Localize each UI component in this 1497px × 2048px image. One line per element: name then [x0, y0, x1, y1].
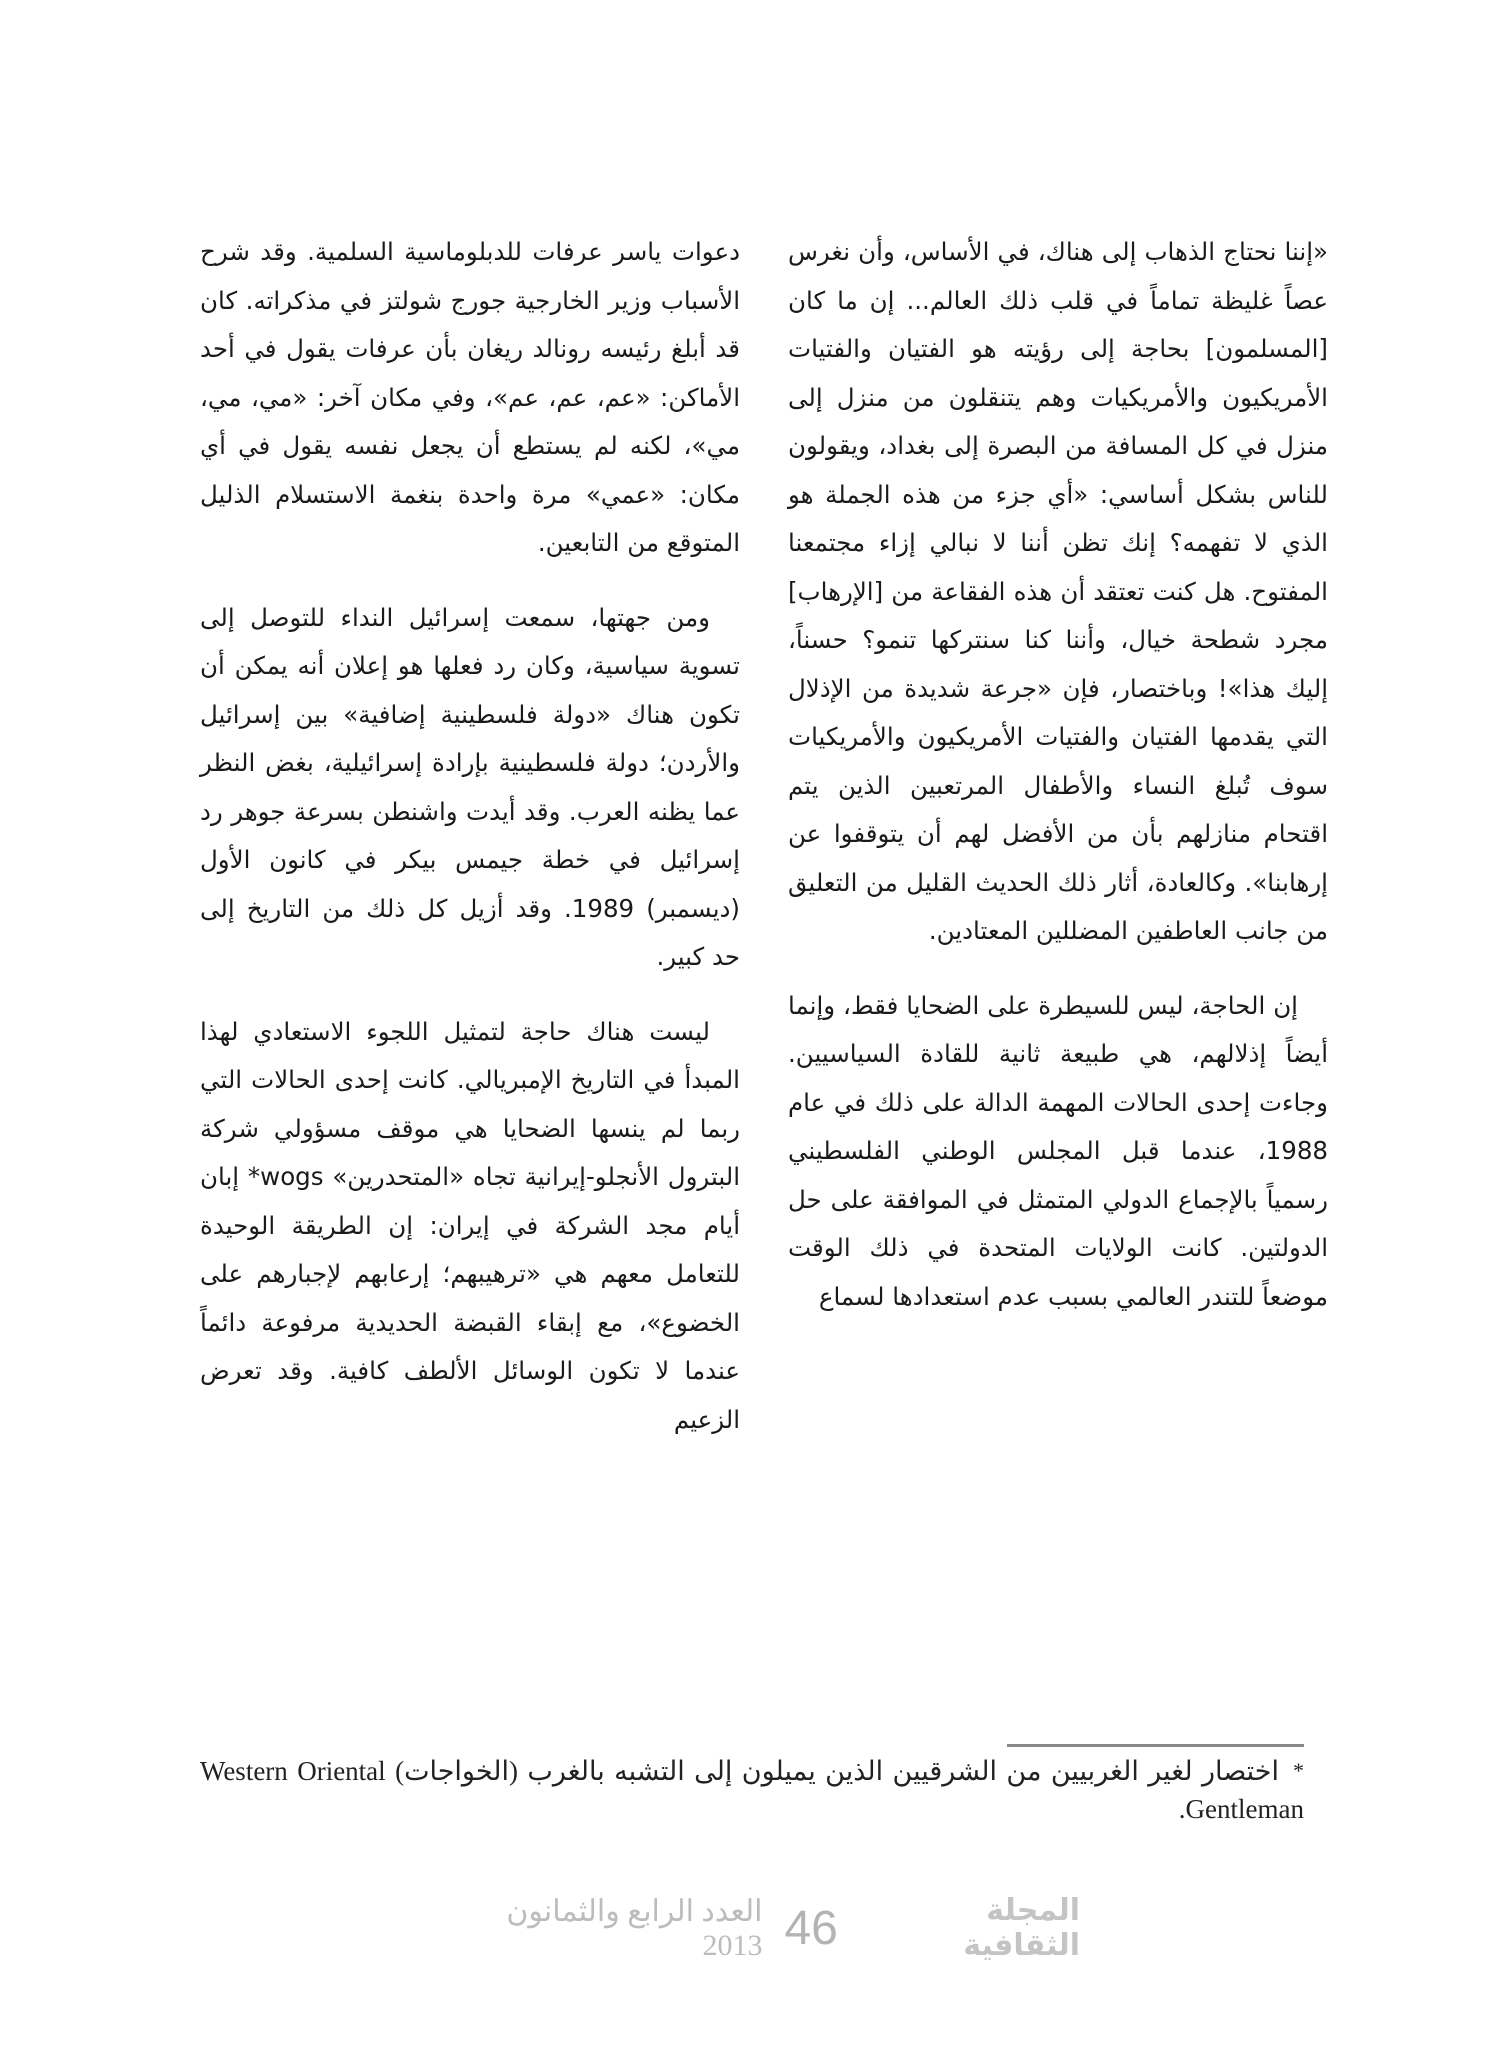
footnote: [200, 1752, 1304, 1828]
page-footer: [440, 1893, 1080, 1963]
paragraph: ليست هناك حاجة لتمثيل اللجوء الاستعادي لهذا المبدأ في التاريخ الإمبريالي. كانت إحدى الحالات التي ربما لم ينسها الضحايا هي موقف مسؤولي شركة البترول الأنجلو-إيرانية تجاه «المتحدرين» wogs* إبان أيام مجد الشركة في إيران: إن الطريقة الوحيدة للتعامل معهم هي «ترهيبهم؛ إرعابهم لإجبارهم على الخضوع»، مع إبقاء القبضة الحديدية مرفوعة دائماً عندما لا تكون الوسائل الألطف كافية. وقد تعرض الزعيم: [200, 1016, 740, 1434]
footnote-mark: *: [1293, 1758, 1304, 1783]
footnote-divider: [1007, 1744, 1304, 1747]
paragraph: «إننا نحتاج الذهاب إلى هناك، في الأساس، وأن نغرس عصاً غليظة تماماً في قلب ذلك العالم... إن ما كان [المسلمون] بحاجة إلى رؤيته هو الفتيان والفتيات الأمريكيون والأمريكيات وهم يتنقلون من منزل إلى منزل في كل المسافة من البصرة إلى بغداد، ويقولون للناس بشكل أساسي: «أي جزء من هذه الجملة هو الذي لا تفهمه؟ إنك تظن أننا لا نبالي إزاء مجتمعنا المفتوح. هل كنت تعتقد أن هذه الفقاعة من [الإرهاب] مجرد شطحة خيال، وأننا كنا سنتركها تنمو؟ حسناً، إليك هذا»! وباختصار، فإن «جرعة شديدة من الإذلال التي يقدمها الفتيان والفتيات الأمريكيون والأمريكيات سوف تُبلغ النساء والأطفال المرتعبين الذين يتم اقتحام منازلهم بأن من الأفضل لهم أن يتوقفوا عن إرهابنا». وكالعادة، أثار ذلك الحديث القليل من التعليق من جانب العاطفين المضللين المعتادين.: [788, 237, 1328, 945]
left-column: [200, 228, 740, 1470]
page-number: 46: [784, 1901, 838, 1955]
magazine-title: المجلة الثقافية: [963, 1893, 1080, 1963]
issue-label: العدد الرابع والثمانون 2013: [506, 1894, 763, 1962]
paragraph: ومن جهتها، سمعت إسرائيل النداء للتوصل إلى تسوية سياسية، وكان رد فعلها هو إعلان أنه يمكن أن تكون هناك «دولة فلسطينية إضافية» بين إسرائيل والأردن؛ دولة فلسطينية بإرادة إسرائيلية، بغض النظر عما يظنه العرب. وقد أيدت واشنطن بسرعة جوهر رد إسرائيل في خطة جيمس بيكر في كانون الأول (ديسمبر) 1989. وقد أزيل كل ذلك من التاريخ إلى حد كبير.: [200, 602, 740, 971]
paragraph: إن الحاجة، ليس للسيطرة على الضحايا فقط، وإنما أيضاً إذلالهم، هي طبيعة ثانية للقادة السياسيين. وجاءت إحدى الحالات المهمة الدالة على ذلك في عام 1988، عندما قبل المجلس الوطني الفلسطيني رسمياً بالإجماع الدولي المتمثل في الموافقة على حل الدولتين. كانت الولايات المتحدة في ذلك الوقت موضعاً للتندر العالمي بسبب عدم استعدادها لسماع: [788, 990, 1328, 1311]
footnote-text: اختصار لغير الغربيين من الشرقيين الذين يميلون إلى التشبه بالغرب (الخواجات) Western Oriental Gentleman.: [200, 1756, 1304, 1824]
right-column: [788, 228, 1328, 1347]
paragraph: دعوات ياسر عرفات للدبلوماسية السلمية. وقد شرح الأسباب وزير الخارجية جورج شولتز في مذكراته. كان قد أبلغ رئيسه رونالد ريغان بأن عرفات يقول في أحد الأماكن: «عم، عم، عم»، وفي مكان آخر: «مي، مي، مي»، لكنه لم يستطع أن يجعل نفسه يقول في أي مكان: «عمي» مرة واحدة بنغمة الاستسلام الذليل المتوقع من التابعين.: [200, 237, 740, 557]
